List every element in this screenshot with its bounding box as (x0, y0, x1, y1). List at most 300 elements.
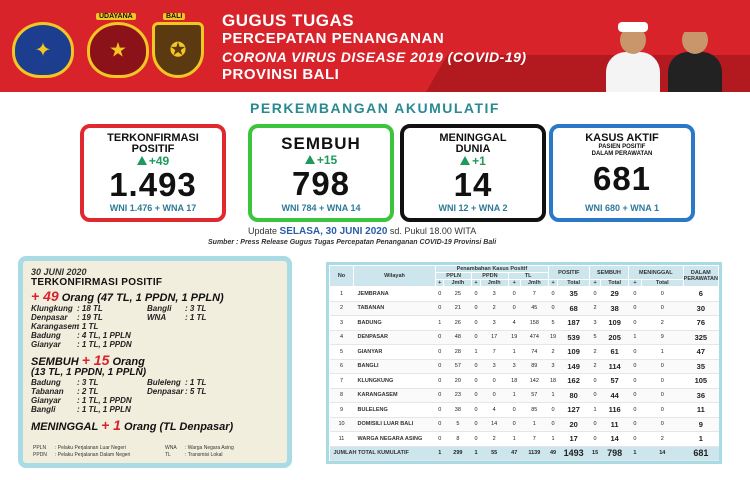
death-count (31, 417, 279, 433)
value-cell: 18 (548, 374, 558, 389)
value-cell: 2 (480, 301, 508, 316)
value-cell: 1 (472, 345, 480, 360)
value-cell: 38 (601, 301, 629, 316)
card-title-2: DUNIA (455, 143, 491, 155)
value-cell: 11 (330, 432, 354, 447)
value-cell: 474 (520, 330, 548, 345)
value-cell: 28 (444, 345, 472, 360)
subheader-cell: + (548, 280, 558, 287)
region-count: : 1 TL, 1 PPLN (77, 405, 131, 414)
total-cell: 681 (683, 446, 718, 461)
summary-date: 30 JUNI 2020 (31, 267, 87, 277)
region-cell: GIANYAR (354, 345, 436, 360)
value-cell: 48 (444, 330, 472, 345)
header-banner (0, 0, 750, 92)
value-cell: 0 (508, 287, 520, 302)
total-cell: 1493 (558, 446, 590, 461)
value-cell: 35 (683, 359, 718, 374)
region-cell: KLUNGKUNG (354, 374, 436, 389)
value-cell: 0 (436, 374, 444, 389)
col-region: Wilayah (354, 266, 436, 287)
value-cell: 61 (601, 345, 629, 360)
daily-summary-panel (18, 256, 292, 468)
region-name: Denpasar (31, 313, 68, 322)
region-cell: BANGLI (354, 359, 436, 374)
card-subtitle-1: PASIEN POSITIF (598, 144, 646, 150)
value-cell: 3 (480, 287, 508, 302)
value-cell: 0 (436, 417, 444, 432)
table-body (330, 287, 719, 461)
value-cell: 18 (508, 374, 520, 389)
official-photo-1 (602, 20, 662, 90)
region-count: : 5 TL (185, 387, 207, 396)
value-cell: 0 (589, 388, 600, 403)
value-cell: 0 (472, 432, 480, 447)
value-cell: 0 (641, 374, 683, 389)
value-cell: 1 (508, 345, 520, 360)
value-cell: 1 (548, 388, 558, 403)
up-arrow-icon (137, 156, 147, 165)
value-cell: 26 (444, 316, 472, 331)
value-cell: 0 (472, 417, 480, 432)
title-line-3: CORONA VIRUS DISEASE 2019 (COVID-19) (222, 49, 527, 65)
card-recovered (248, 124, 394, 222)
value-cell: 149 (558, 359, 590, 374)
value-cell: 5 (444, 417, 472, 432)
value-cell: 30 (683, 301, 718, 316)
value-cell: 325 (683, 330, 718, 345)
confirmed-count (31, 288, 279, 304)
table-row (330, 359, 719, 374)
col-ppdn: PPDN (472, 273, 508, 280)
region-cell: WARGA NEGARA ASING (354, 432, 436, 447)
value-cell: 7 (330, 374, 354, 389)
region-count: : 1 TL, 1 PPDN (77, 396, 132, 405)
value-cell: 6 (683, 287, 718, 302)
death-number: + 1 (101, 417, 121, 433)
breakdown-row (31, 313, 279, 322)
region-cell: KARANGASEM (354, 388, 436, 403)
emblem-icon: ✪ (169, 39, 187, 62)
region-name (147, 340, 185, 349)
value-cell: 45 (520, 301, 548, 316)
subheader-cell: Jmlh (520, 280, 548, 287)
update-line (248, 226, 476, 237)
table-row (330, 330, 719, 345)
legend-abbr: PPDN (33, 452, 47, 458)
breakdown-row (31, 387, 279, 396)
table-row (330, 316, 719, 331)
total-cell: 55 (480, 446, 508, 461)
value-cell: 0 (629, 316, 642, 331)
value-cell: 0 (436, 388, 444, 403)
subheader-cell: + (589, 280, 600, 287)
value-cell: 0 (548, 301, 558, 316)
table-row (330, 345, 719, 360)
value-cell: 57 (520, 388, 548, 403)
value-cell: 0 (629, 403, 642, 418)
police-logo-label: BALI (163, 13, 185, 20)
subheader-cell: + (472, 280, 480, 287)
region-name: Badung (31, 331, 61, 340)
value-cell: 0 (548, 417, 558, 432)
confirmed-detail: Orang (47 TL, 1 PPDN, 1 PPLN) (61, 292, 224, 304)
region-count: : 1 TL (185, 378, 207, 387)
value-cell: 539 (558, 330, 590, 345)
value-cell: 47 (683, 345, 718, 360)
value-cell: 0 (629, 432, 642, 447)
region-count: : 1 TL (185, 313, 207, 322)
value-cell: 0 (472, 403, 480, 418)
value-cell: 142 (520, 374, 548, 389)
recovered-count (31, 352, 279, 368)
region-name: Tabanan (31, 387, 64, 396)
recovered-unit: Orang (112, 356, 145, 368)
value-cell: 0 (641, 388, 683, 403)
card-delta: +1 (404, 155, 542, 168)
total-cell: 15 (589, 446, 600, 461)
breakdown-row (31, 322, 279, 331)
region-count: : 2 TL (77, 387, 99, 396)
value-cell: 1 (629, 330, 642, 345)
value-cell: 3 (480, 316, 508, 331)
card-delta: +15 (252, 154, 390, 167)
emblem-icon: ★ (109, 39, 127, 62)
total-cell: 47 (508, 446, 520, 461)
region-count: : 4 TL, 1 PPLN (77, 331, 131, 340)
value-cell: 14 (480, 417, 508, 432)
card-title-2: POSITIF (131, 143, 175, 155)
card-value: 14 (453, 166, 493, 203)
value-cell: 3 (589, 316, 600, 331)
col-positif: POSITIF (548, 266, 589, 280)
value-cell: 0 (508, 417, 520, 432)
value-cell: 0 (548, 403, 558, 418)
section-subtitle: PERKEMBANGAN AKUMULATIF (250, 100, 500, 116)
value-cell: 36 (683, 388, 718, 403)
value-cell: 57 (601, 374, 629, 389)
col-sembuh: SEMBUH (589, 266, 628, 280)
value-cell: 8 (330, 388, 354, 403)
col-source: Penambahan Kasus Positif (436, 266, 549, 273)
legend-row (33, 445, 265, 452)
value-cell: 3 (548, 359, 558, 374)
value-cell: 2 (641, 432, 683, 447)
legend-meaning: : Warga Negara Asing (185, 445, 234, 451)
recovered-label: SEMBUH (31, 356, 79, 368)
value-cell: 57 (444, 359, 472, 374)
value-cell: 127 (558, 403, 590, 418)
table-row (330, 432, 719, 447)
value-cell: 2 (548, 345, 558, 360)
value-cell: 0 (629, 417, 642, 432)
total-cell: 1 (472, 446, 480, 461)
header-title (222, 12, 527, 84)
value-cell: 2 (330, 301, 354, 316)
value-cell: 0 (480, 374, 508, 389)
region-name (147, 405, 185, 414)
police-bali-logo (152, 22, 204, 78)
value-cell: 8 (444, 432, 472, 447)
total-cell: 798 (601, 446, 629, 461)
table-total-row (330, 446, 719, 461)
card-value: 1.493 (109, 166, 197, 203)
col-rawat: DALAM PERAWATAN (683, 266, 718, 287)
up-arrow-icon (460, 156, 470, 165)
value-cell: 0 (472, 359, 480, 374)
region-name: Gianyar (31, 340, 61, 349)
confirmed-breakdown (31, 304, 279, 349)
value-cell: 105 (683, 374, 718, 389)
value-cell: 3 (330, 316, 354, 331)
region-cell: JEMBRANA (354, 287, 436, 302)
value-cell: 0 (641, 403, 683, 418)
value-cell: 0 (589, 432, 600, 447)
table-row (330, 287, 719, 302)
abbreviation-legend (33, 445, 265, 459)
value-cell: 205 (601, 330, 629, 345)
col-ppln: PPLN (436, 273, 472, 280)
recovered-detail: (13 TL, 1 PPDN, 1 PPLN) (31, 367, 147, 378)
col-meninggal: MENINGGAL (629, 266, 684, 280)
value-cell: 4 (480, 403, 508, 418)
legend-meaning: : Transmisi Lokal (185, 452, 223, 458)
value-cell: 0 (589, 287, 600, 302)
value-cell: 0 (629, 287, 642, 302)
region-count: : 18 TL (77, 304, 103, 313)
col-no: No (330, 266, 354, 287)
value-cell: 0 (436, 287, 444, 302)
breakdown-row (31, 331, 279, 340)
card-title: SEMBUH (281, 134, 361, 153)
value-cell: 7 (520, 432, 548, 447)
value-cell: 19 (548, 330, 558, 345)
card-active (549, 124, 695, 222)
value-cell: 0 (589, 374, 600, 389)
card-title: TERKONFIRMASI (107, 132, 199, 144)
value-cell: 19 (508, 330, 520, 345)
value-cell: 2 (589, 359, 600, 374)
value-cell: 20 (558, 417, 590, 432)
bali-province-logo (12, 22, 74, 78)
value-cell: 11 (683, 403, 718, 418)
value-cell: 20 (444, 374, 472, 389)
value-cell: 0 (436, 403, 444, 418)
value-cell: 0 (436, 432, 444, 447)
value-cell: 0 (472, 301, 480, 316)
total-label: JUMLAH TOTAL KUMULATIF (330, 446, 436, 461)
subheader-cell: Total (641, 280, 683, 287)
legend-abbr: TL (165, 452, 171, 458)
value-cell: 35 (558, 287, 590, 302)
value-cell: 0 (629, 345, 642, 360)
value-cell: 44 (601, 388, 629, 403)
title-line-1: GUGUS TUGAS (222, 11, 355, 30)
region-count: : 19 TL (77, 313, 103, 322)
region-count: : 1 TL, 1 PPDN (77, 340, 132, 349)
card-value: 681 (592, 160, 652, 197)
value-cell: 0 (641, 287, 683, 302)
value-cell: 0 (436, 345, 444, 360)
card-footer: WNI 12 + WNA 2 (438, 203, 508, 213)
value-cell: 7 (520, 287, 548, 302)
value-cell: 187 (558, 316, 590, 331)
subheader-cell: Jmlh (444, 280, 472, 287)
value-cell: 158 (520, 316, 548, 331)
region-table (326, 262, 722, 464)
region-cell: TABANAN (354, 301, 436, 316)
value-cell: 0 (472, 374, 480, 389)
value-cell: 1 (589, 403, 600, 418)
value-cell: 9 (683, 417, 718, 432)
value-cell: 4 (508, 316, 520, 331)
value-cell: 3 (480, 359, 508, 374)
card-value: 798 (291, 165, 351, 202)
card-footer: WNI 784 + WNA 14 (281, 203, 361, 213)
table-row (330, 301, 719, 316)
card-title: KASUS AKTIF (585, 132, 659, 144)
value-cell: 114 (601, 359, 629, 374)
value-cell: 17 (480, 330, 508, 345)
value-cell: 1 (436, 316, 444, 331)
card-footer: WNI 680 + WNA 1 (585, 203, 659, 213)
value-cell: 0 (472, 330, 480, 345)
subheader-cell: + (629, 280, 642, 287)
region-name: Buleleng (147, 378, 181, 387)
value-cell: 23 (444, 388, 472, 403)
value-cell: 1 (330, 287, 354, 302)
value-cell: 6 (330, 359, 354, 374)
value-cell: 0 (641, 417, 683, 432)
region-name (147, 322, 185, 331)
value-cell: 0 (629, 374, 642, 389)
region-cell: BADUNG (354, 316, 436, 331)
value-cell: 2 (480, 432, 508, 447)
value-cell: 0 (629, 388, 642, 403)
up-arrow-icon (305, 155, 315, 164)
breakdown-row (31, 340, 279, 349)
value-cell: 0 (436, 301, 444, 316)
update-label: Update (248, 226, 278, 236)
source-note: Sumber : Press Release Gugus Tugas Percepatan Penanganan COVID-19 Provinsi Bali (208, 239, 497, 246)
value-cell: 0 (641, 301, 683, 316)
value-cell: 0 (589, 417, 600, 432)
value-cell: 2 (589, 301, 600, 316)
region-name: Gianyar (31, 396, 61, 405)
breakdown-row (31, 304, 279, 313)
value-cell: 38 (444, 403, 472, 418)
region-name: Karangasem (31, 322, 80, 331)
breakdown-row (31, 378, 279, 387)
udayana-logo-label: UDAYANA (96, 13, 136, 20)
legend-row (33, 452, 265, 459)
total-cell: 14 (641, 446, 683, 461)
region-cell: BULELENG (354, 403, 436, 418)
legend-abbr: PPLN (33, 445, 47, 451)
value-cell: 17 (558, 432, 590, 447)
region-name: Bangli (31, 405, 56, 414)
value-cell: 0 (472, 388, 480, 403)
update-time: sd. Pukul 18.00 WITA (389, 226, 477, 236)
value-cell: 89 (520, 359, 548, 374)
region-name: Denpasar (147, 387, 184, 396)
region-name: Bangli (147, 304, 172, 313)
legend-abbr: WNA (165, 445, 177, 451)
value-cell: 80 (558, 388, 590, 403)
title-line-2: PERCEPATAN PENANGANAN (222, 30, 445, 47)
confirmed-number: + 49 (31, 288, 59, 304)
value-cell: 5 (589, 330, 600, 345)
value-cell: 3 (508, 359, 520, 374)
value-cell: 68 (558, 301, 590, 316)
table-row (330, 388, 719, 403)
value-cell: 74 (520, 345, 548, 360)
value-cell: 9 (330, 403, 354, 418)
total-cell: 1 (629, 446, 642, 461)
value-cell: 1 (683, 432, 718, 447)
recovered-breakdown (31, 378, 279, 414)
value-cell: 0 (436, 359, 444, 374)
value-cell: 11 (601, 417, 629, 432)
value-cell: 0 (472, 316, 480, 331)
value-cell: 1 (548, 432, 558, 447)
value-cell: 0 (629, 359, 642, 374)
value-cell: 109 (601, 316, 629, 331)
table-row (330, 403, 719, 418)
title-line-4: PROVINSI BALI (222, 66, 340, 83)
value-cell: 21 (444, 301, 472, 316)
legend-meaning: : Pelaku Perjalanan Dalam Negeri (55, 452, 131, 458)
emblem-icon: ✦ (34, 39, 52, 62)
value-cell: 0 (508, 301, 520, 316)
value-cell: 1 (508, 388, 520, 403)
value-cell: 10 (330, 417, 354, 432)
region-count: : 3 TL (77, 378, 99, 387)
card-footer: WNI 1.476 + WNA 17 (109, 203, 197, 213)
total-cell: 1139 (520, 446, 548, 461)
card-deaths (400, 124, 546, 222)
value-cell: 0 (641, 359, 683, 374)
region-cell: DOMISILI LUAR BALI (354, 417, 436, 432)
subheader-cell: Jmlh (480, 280, 508, 287)
value-cell: 5 (548, 316, 558, 331)
value-cell: 2 (641, 316, 683, 331)
card-title: MENINGGAL (439, 132, 507, 144)
value-cell: 162 (558, 374, 590, 389)
officials-photo (602, 6, 732, 90)
value-cell: 1 (508, 432, 520, 447)
value-cell: 4 (330, 330, 354, 345)
recovered-number: + 15 (81, 352, 110, 368)
death-label: MENINGGAL (31, 421, 99, 433)
table-row (330, 417, 719, 432)
value-cell: 0 (548, 287, 558, 302)
value-cell: 116 (601, 403, 629, 418)
value-cell: 7 (480, 345, 508, 360)
region-name (147, 331, 185, 340)
value-cell: 0 (508, 403, 520, 418)
card-confirmed (80, 124, 226, 222)
value-cell: 76 (683, 316, 718, 331)
table-row (330, 374, 719, 389)
value-cell: 0 (480, 388, 508, 403)
value-cell: 109 (558, 345, 590, 360)
value-cell: 9 (641, 330, 683, 345)
subheader-cell: + (508, 280, 520, 287)
region-name: Badung (31, 378, 61, 387)
breakdown-row (31, 405, 279, 414)
value-cell: 1 (641, 345, 683, 360)
